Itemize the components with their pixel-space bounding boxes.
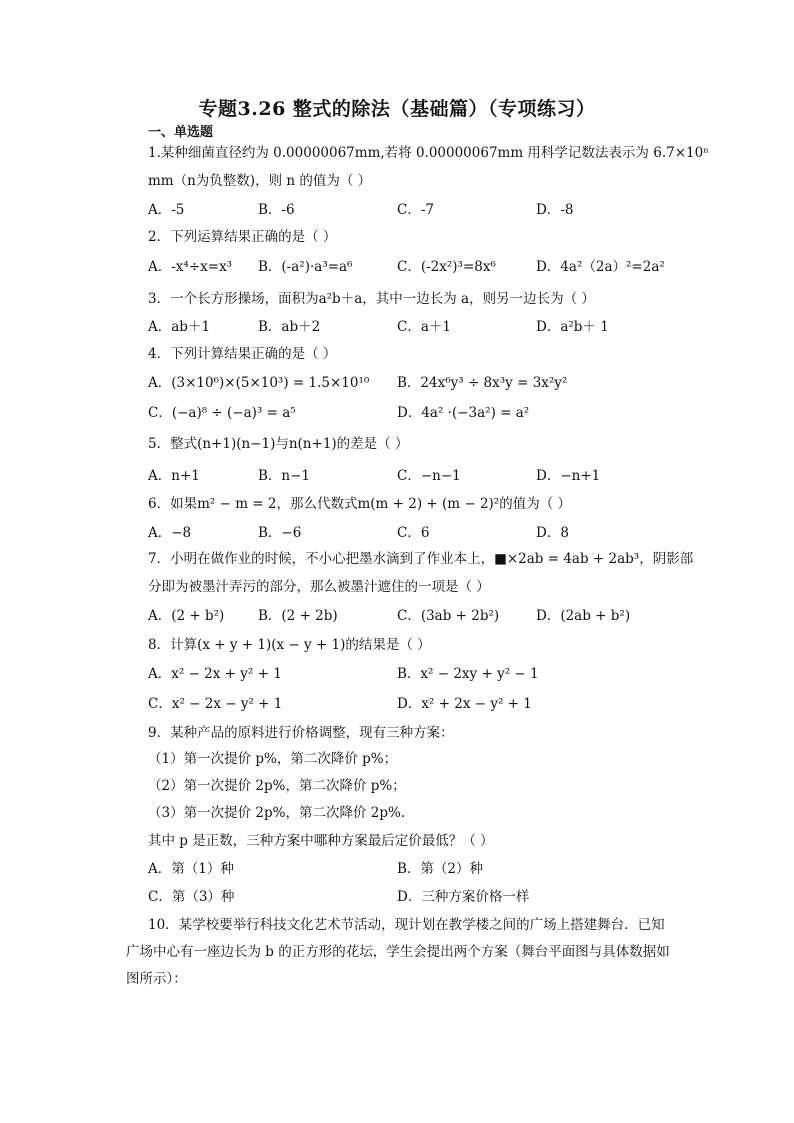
question-3-line-1: 3．一个长方形操场，面积为a²b＋a，其中一边长为 a，则另一边长为（ ） xyxy=(148,291,595,307)
question-10-line-1: 10．某学校要举行科技文化艺术节活动，现计划在教学楼之间的广场上搭建舞台．已知 xyxy=(148,917,665,933)
question-8-option-b: B．x² − 2xy + y² − 1 xyxy=(397,666,539,682)
section-heading: 一、单选题 xyxy=(148,125,214,140)
question-1-line-2: mm（n为负整数)，则 n 的值为（ ） xyxy=(148,173,372,189)
question-9-line-2: （1）第一次提价 p%，第二次降价 p%； xyxy=(148,751,398,767)
question-9-line-1: 9．某种产品的原料进行价格调整，现有三种方案： xyxy=(148,725,454,741)
question-4-line-1: 4．下列计算结果正确的是（ ） xyxy=(148,346,337,362)
question-8-line-1: 8．计算(x + y + 1)(x − y + 1)的结果是（ ） xyxy=(148,637,431,653)
question-5-option-a: A．n+1 xyxy=(148,468,200,484)
question-5-line-1: 5．整式(n+1)(n−1)与n(n+1)的差是（ ） xyxy=(148,436,409,452)
question-7-option-a: A．(2 + b²) xyxy=(148,608,225,624)
question-2-option-a: A．-x⁴÷x=x³ xyxy=(148,259,233,275)
question-5-option-c: C．−n−1 xyxy=(397,468,461,484)
question-2-option-c: C．(-2x²)³=8x⁶ xyxy=(397,259,496,275)
question-9-option-d: D．三种方案价格一样 xyxy=(397,889,530,905)
question-3-option-c: C．a＋1 xyxy=(397,319,451,335)
question-1-option-a: A．-5 xyxy=(148,202,185,218)
question-9-option-b: B．第（2）种 xyxy=(397,861,484,877)
question-3-option-d: D．a²b＋ 1 xyxy=(536,319,609,335)
question-4-option-c: C．(−a)⁸ ÷ (−a)³ = a⁵ xyxy=(148,405,296,421)
question-6-option-a: A．−8 xyxy=(148,525,192,541)
question-8-option-d: D．x² + 2x − y² + 1 xyxy=(397,696,532,712)
question-7-line-2: 分即为被墨汁弄污的部分，那么被墨汁遮住的一项是（ ） xyxy=(148,579,490,595)
question-1-option-c: C．-7 xyxy=(397,202,434,218)
question-6-option-d: D．8 xyxy=(536,525,569,541)
question-2-option-d: D．4a²（2a）²=2a² xyxy=(536,259,665,275)
question-9-option-a: A．第（1）种 xyxy=(148,861,234,877)
question-3-option-b: B．ab＋2 xyxy=(258,319,321,335)
question-10-line-2: 广场中心有一座边长为 b 的正方形的花坛，学生会提出两个方案（舞台平面图与具体数据如 xyxy=(126,944,670,960)
question-7-option-d: D．(2ab + b²) xyxy=(536,608,631,624)
question-7-option-c: C．(3ab + 2b²) xyxy=(397,608,500,624)
question-4-option-a: A．(3×10⁶)×(5×10³) = 1.5×10¹⁰ xyxy=(148,375,370,391)
question-4-option-b: B．24x⁶y³ ÷ 8x³y = 3x²y² xyxy=(397,375,568,391)
question-1-option-b: B．-6 xyxy=(258,202,295,218)
question-5-option-b: B．n−1 xyxy=(258,468,311,484)
question-9-line-3: （2）第一次提价 2p%，第二次降价 p%； xyxy=(148,778,406,794)
question-7-option-b: B．(2 + 2b) xyxy=(258,608,338,624)
question-7-line-1: 7．小明在做作业的时候，不小心把墨水滴到了作业本上，■×2ab = 4ab + 2ab³，阴影部 xyxy=(148,551,694,567)
question-5-option-d: D．−n+1 xyxy=(536,468,601,484)
question-8-option-c: C．x² − 2x − y² + 1 xyxy=(148,696,283,712)
question-10-line-3: 图所示）： xyxy=(126,971,187,987)
question-6-line-1: 6．如果m² − m = 2，那么代数式m(m + 2) + (m − 2)²的值为（ ） xyxy=(148,496,572,512)
question-8-option-a: A．x² − 2x + y² + 1 xyxy=(148,666,282,682)
question-1-option-d: D．-8 xyxy=(536,202,574,218)
question-9-option-c: C．第（3）种 xyxy=(148,889,235,905)
question-9-line-5: 其中 p 是正数，三种方案中哪种方案最后定价最低？（ ） xyxy=(148,833,494,849)
question-4-option-d: D．4a² ·(−3a²) = a² xyxy=(397,405,530,421)
question-6-option-b: B．−6 xyxy=(258,525,302,541)
question-9-line-4: （3）第一次提价 2p%，第二次降价 2p%. xyxy=(148,805,406,821)
page-title: 专题3.26 整式的除法（基础篇）（专项练习） xyxy=(198,98,596,120)
question-2-option-b: B．(-a²)·a³=a⁶ xyxy=(258,259,353,275)
question-2-line-1: 2．下列运算结果正确的是（ ） xyxy=(148,229,337,245)
question-6-option-c: C．6 xyxy=(397,525,430,541)
question-1-line-1: 1.某种细菌直径约为 0.00000067mm,若将 0.00000067mm 用科学记数法表示为 6.7×10ⁿ xyxy=(148,145,710,161)
question-3-option-a: A．ab＋1 xyxy=(148,319,211,335)
